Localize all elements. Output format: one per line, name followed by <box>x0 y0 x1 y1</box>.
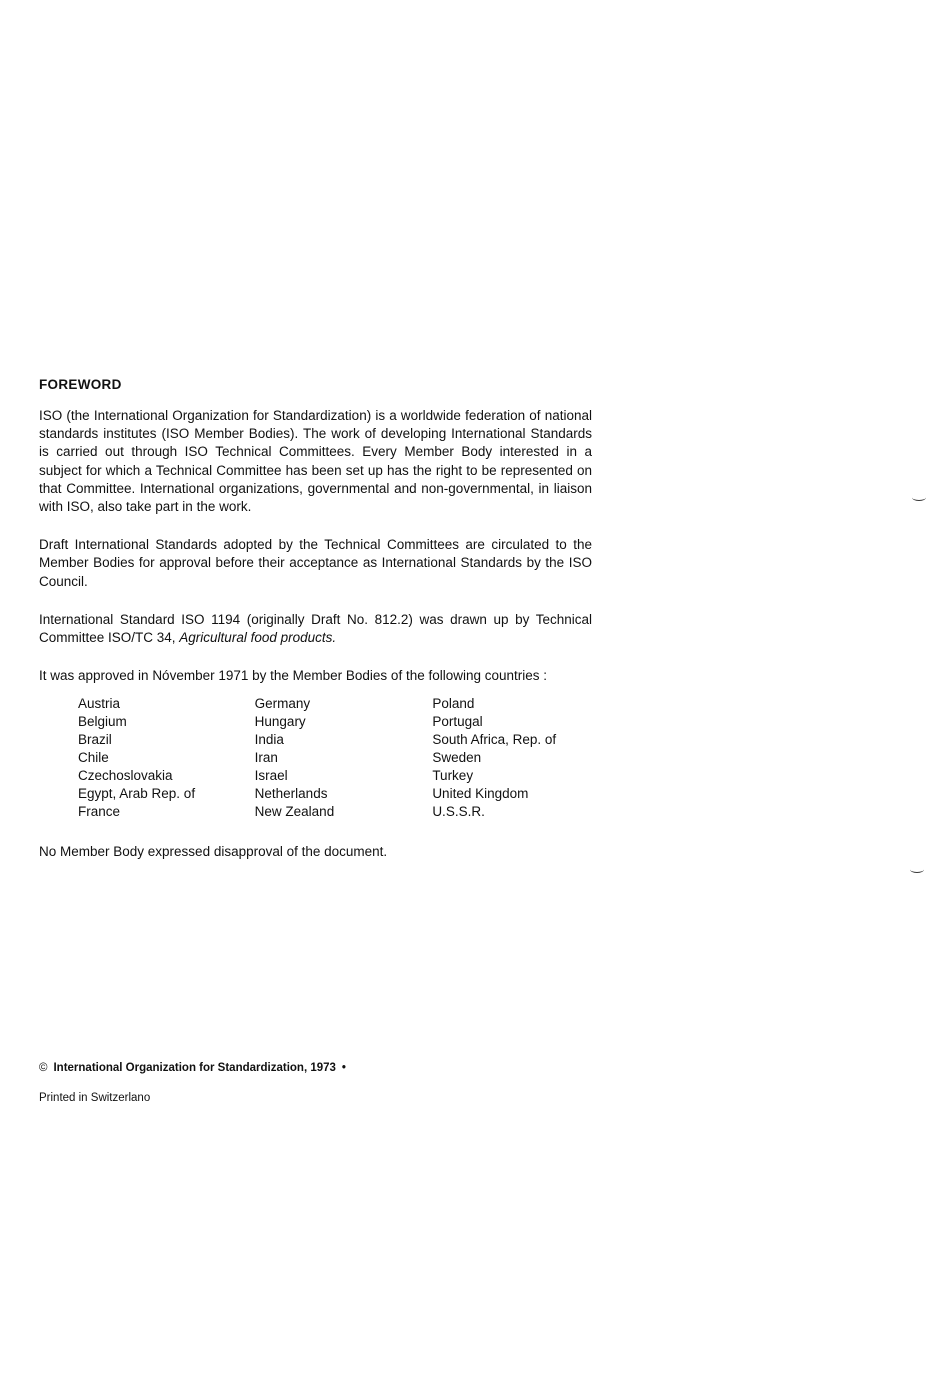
closing-statement: No Member Body expressed disapproval of the document. <box>39 844 388 860</box>
foreword-paragraph-3 <box>39 611 592 647</box>
copyright-text: International Organization for Standardization, 1973 <box>53 1062 336 1074</box>
foreword-paragraph-2: Draft International Standards adopted by the Technical Committees are circulated to the Member Bodies for approval before their acceptance as International Standards by the ISO Council. <box>39 537 592 589</box>
country-column-3 <box>432 695 592 821</box>
copyright-icon: © <box>39 1062 48 1074</box>
copyright-line <box>39 1060 346 1076</box>
country-name: Poland <box>432 696 475 712</box>
binding-mark-upper <box>912 494 926 501</box>
foreword-paragraph-4: It was approved in Nóvember 1971 by the Member Bodies of the following countries : <box>39 668 548 684</box>
country-name: Israel <box>254 768 288 784</box>
country-name: Portugal <box>432 714 483 730</box>
country-column-2 <box>255 695 433 821</box>
country-name: United Kingdom <box>432 786 529 802</box>
country-name: Netherlands <box>254 786 328 802</box>
country-name: Chile <box>78 750 109 766</box>
country-column-1 <box>78 695 255 821</box>
country-name: U.S.S.R. <box>432 804 485 820</box>
country-name: Austria <box>78 696 121 712</box>
country-name: Turkey <box>432 768 474 784</box>
printed-location: Printed in Switzerlano <box>39 1092 151 1104</box>
binding-mark-lower <box>910 866 924 873</box>
foreword-heading: FOREWORD <box>39 377 122 392</box>
country-name: France <box>78 804 121 820</box>
country-name: New Zealand <box>254 804 335 820</box>
country-name: South Africa, Rep. of <box>432 732 557 748</box>
country-name: Iran <box>254 750 278 766</box>
country-name: Egypt, Arab Rep. of <box>78 786 196 802</box>
country-name: Czechoslovakia <box>78 768 173 784</box>
country-name: Hungary <box>254 714 306 730</box>
country-name: Germany <box>254 696 311 712</box>
foreword-paragraph-1: ISO (the International Organization for Standardization) is a worldwide federation of national standards institutes (ISO Member Bodies). The work of developing International Standards is carried out through ISO Technical Committees. Every Member Body interested in a subject for which a Technical Committee has been set up has the right to be represented on that Committee. International organizations, governmental and non-governmental, in liaison with ISO, also take part in the work. <box>39 408 592 515</box>
country-name: Brazil <box>78 732 112 748</box>
paragraph-3-text: International Standard ISO 1194 (originally Draft No. 812.2) was drawn up by Technical Committee ISO/TC 34, <box>39 611 592 646</box>
country-name: India <box>254 732 284 748</box>
committee-title: Agricultural food products. <box>179 630 337 646</box>
country-name: Belgium <box>78 714 127 730</box>
foreword-section <box>39 376 592 861</box>
country-name: Sweden <box>432 750 482 766</box>
country-list <box>78 695 592 821</box>
bullet-icon: • <box>341 1062 346 1074</box>
